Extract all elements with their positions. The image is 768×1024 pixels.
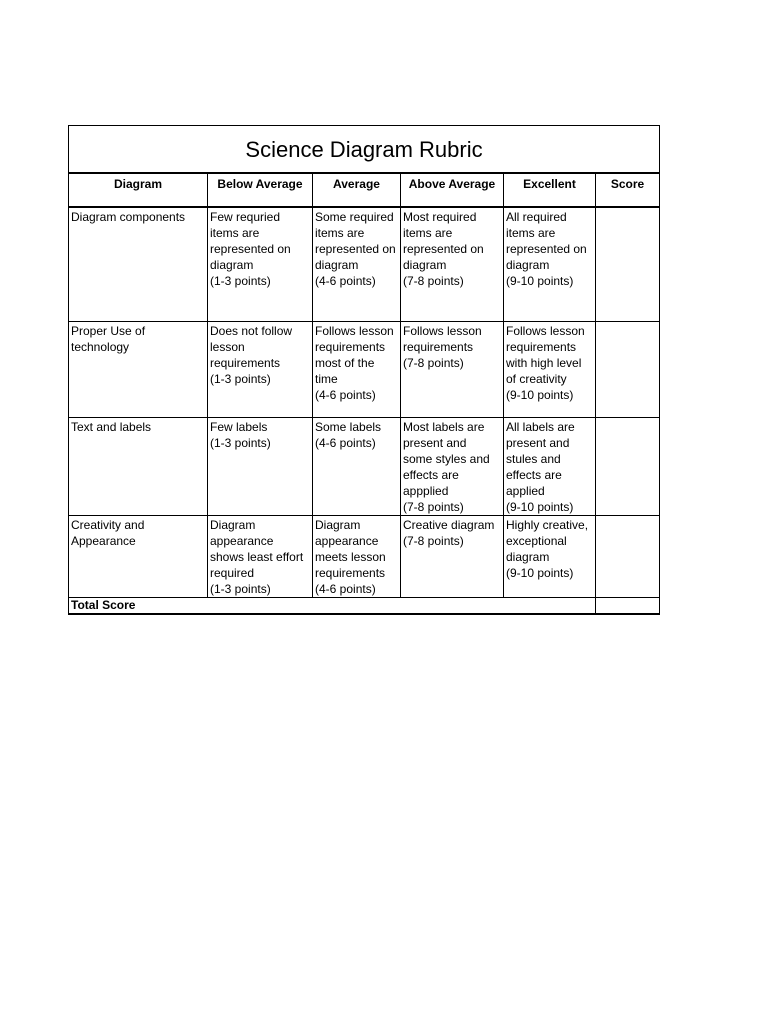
score-cell[interactable]	[596, 418, 660, 516]
below-average-cell: Does not follow lesson requirements (1-3 points)	[208, 322, 313, 418]
score-cell[interactable]	[596, 207, 660, 322]
table-row	[69, 418, 660, 516]
table-row	[69, 322, 660, 418]
table-row	[69, 516, 660, 598]
average-cell: Diagram appearance meets lesson requirements (4-6 points)	[313, 516, 401, 598]
average-cell: Some required items are represented on diagram (4-6 points)	[313, 207, 401, 322]
criterion-cell: Diagram components	[69, 207, 208, 322]
above-average-cell: Most required items are represented on diagram (7-8 points)	[401, 207, 504, 322]
table-row	[69, 207, 660, 322]
header-row	[69, 173, 660, 207]
score-cell[interactable]	[596, 322, 660, 418]
rubric-title: Science Diagram Rubric	[69, 126, 660, 174]
above-average-cell: Creative diagram (7-8 points)	[401, 516, 504, 598]
rubric-table	[68, 125, 660, 615]
below-average-cell: Few requried items are represented on diagram (1-3 points)	[208, 207, 313, 322]
score-cell[interactable]	[596, 516, 660, 598]
average-cell: Some labels (4-6 points)	[313, 418, 401, 516]
header-diagram: Diagram	[69, 173, 208, 207]
criterion-cell: Proper Use of technology	[69, 322, 208, 418]
excellent-cell: All required items are represented on diagram (9-10 points)	[504, 207, 596, 322]
criterion-cell: Text and labels	[69, 418, 208, 516]
total-score-label: Total Score	[69, 598, 596, 615]
header-average: Average	[313, 173, 401, 207]
excellent-cell: All labels are present and stules and effects are applied (9-10 points)	[504, 418, 596, 516]
below-average-cell: Few labels (1-3 points)	[208, 418, 313, 516]
excellent-cell: Highly creative, exceptional diagram (9-10 points)	[504, 516, 596, 598]
header-below-average: Below Average	[208, 173, 313, 207]
total-score-value[interactable]	[596, 598, 660, 615]
criterion-cell: Creativity and Appearance	[69, 516, 208, 598]
above-average-cell: Most labels are present and some styles and effects are appplied (7-8 points)	[401, 418, 504, 516]
header-excellent: Excellent	[504, 173, 596, 207]
average-cell: Follows lesson requirements most of the time (4-6 points)	[313, 322, 401, 418]
above-average-cell: Follows lesson requirements (7-8 points)	[401, 322, 504, 418]
header-above-average: Above Average	[401, 173, 504, 207]
header-score: Score	[596, 173, 660, 207]
below-average-cell: Diagram appearance shows least effort required (1-3 points)	[208, 516, 313, 598]
total-row	[69, 598, 660, 615]
excellent-cell: Follows lesson requirements with high level of creativity (9-10 points)	[504, 322, 596, 418]
